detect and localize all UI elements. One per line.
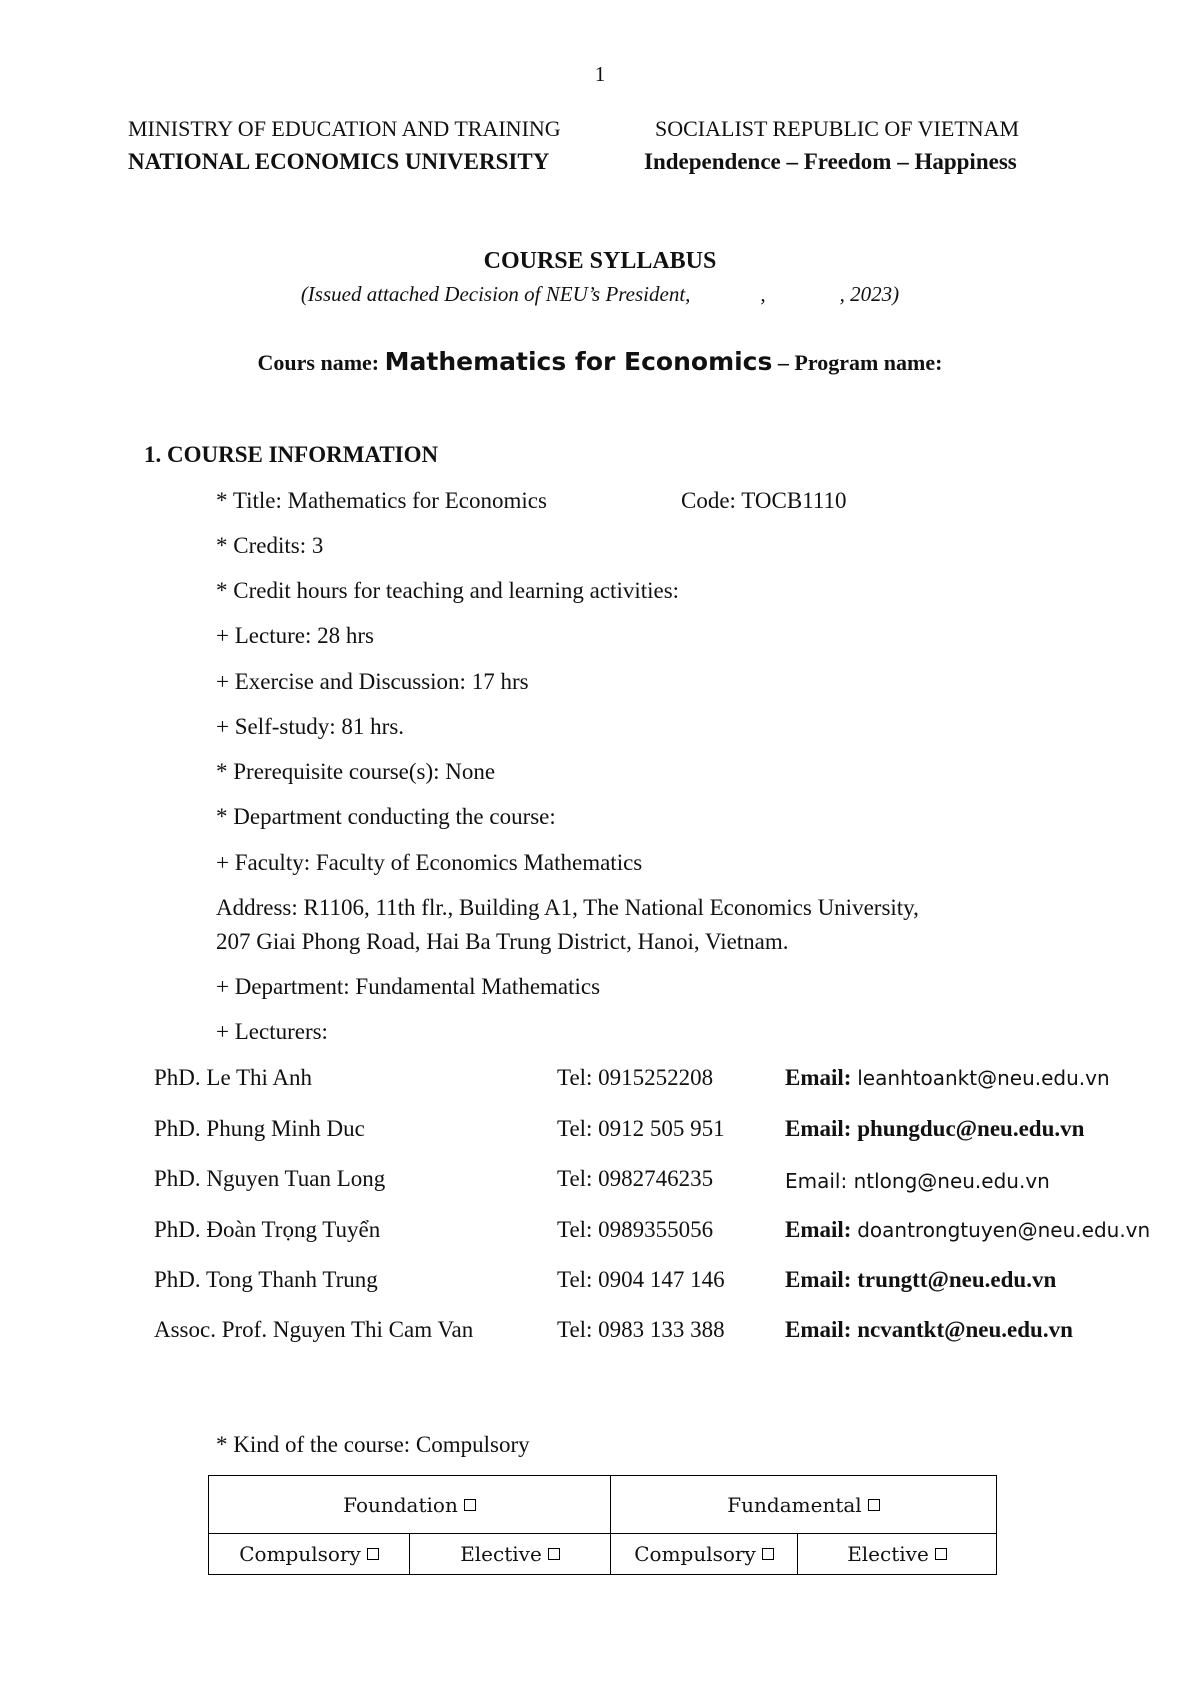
lecturers-label: + Lecturers: xyxy=(216,1019,328,1044)
university-name: NATIONAL ECONOMICS UNIVERSITY xyxy=(128,149,550,174)
foundation-cell xyxy=(209,1476,611,1534)
foundation-checkbox[interactable] xyxy=(464,1499,476,1511)
program-name-label: – Program name: xyxy=(772,350,943,375)
subtitle-part-b: , xyxy=(760,282,766,306)
email-label: Email: xyxy=(785,1217,858,1242)
credits: * Credits: 3 xyxy=(216,533,324,558)
email-label: Email: xyxy=(785,1169,854,1193)
course-code: Code: TOCB1110 xyxy=(681,488,847,513)
foundation-elective-cell xyxy=(410,1534,611,1575)
lecture-hours: + Lecture: 28 hrs xyxy=(216,623,374,648)
foundation-compulsory-cell xyxy=(209,1534,410,1575)
department: + Department: Fundamental Mathematics xyxy=(216,974,601,999)
lecturer-email xyxy=(785,1317,1073,1343)
lecturer-email xyxy=(785,1116,1084,1142)
email-address: ncvantkt@neu.edu.vn xyxy=(857,1317,1073,1342)
prerequisite: * Prerequisite course(s): None xyxy=(216,759,496,784)
document-title: COURSE SYLLABUS xyxy=(483,248,717,274)
department-conducting: * Department conducting the course: xyxy=(216,804,556,829)
email-address: ntlong@neu.edu.vn xyxy=(853,1169,1050,1193)
address-line-1: Address: R1106, 11th flr., Building A1, The National Economics University, xyxy=(216,895,919,920)
elective-label: Elective xyxy=(847,1542,929,1566)
lecturer-tel: Tel: 0983 133 388 xyxy=(557,1317,725,1342)
lecturer-name: Assoc. Prof. Nguyen Thi Cam Van xyxy=(154,1317,474,1342)
elective-label: Elective xyxy=(460,1542,542,1566)
email-address: trungtt@neu.edu.vn xyxy=(857,1267,1057,1292)
course-kind-table xyxy=(208,1475,997,1575)
foundation-compulsory-checkbox[interactable] xyxy=(367,1548,379,1560)
course-title: * Title: Mathematics for Economics xyxy=(216,488,547,513)
email-address: phungduc@neu.edu.vn xyxy=(857,1116,1085,1141)
document-subtitle xyxy=(0,282,1200,307)
lecturer-tel: Tel: 0912 505 951 xyxy=(557,1116,725,1141)
lecturer-name: PhD. Đoàn Trọng Tuyển xyxy=(154,1217,381,1242)
email-label: Email: xyxy=(785,1317,858,1342)
lecturer-tel: Tel: 0915252208 xyxy=(557,1065,714,1090)
fundamental-elective-cell xyxy=(798,1534,997,1575)
kind-of-course: * Kind of the course: Compulsory xyxy=(216,1432,530,1457)
course-name-prefix: Cours name: xyxy=(257,350,385,375)
lecturer-email xyxy=(785,1168,1050,1194)
fundamental-compulsory-checkbox[interactable] xyxy=(762,1548,774,1560)
fundamental-compulsory-cell xyxy=(611,1534,798,1575)
compulsory-label: Compulsory xyxy=(634,1542,756,1566)
foundation-label: Foundation xyxy=(343,1492,458,1517)
section-heading: 1. COURSE INFORMATION xyxy=(144,442,439,467)
faculty: + Faculty: Faculty of Economics Mathematics xyxy=(216,850,643,875)
email-address: leanhtoankt@neu.edu.vn xyxy=(857,1066,1110,1090)
credit-hours-label: * Credit hours for teaching and learning activities: xyxy=(216,578,680,603)
fundamental-cell xyxy=(611,1476,997,1534)
lecturer-tel: Tel: 0904 147 146 xyxy=(557,1267,725,1292)
exercise-hours: + Exercise and Discussion: 17 hrs xyxy=(216,669,529,694)
subtitle-part-a: (Issued attached Decision of NEU’s President, xyxy=(300,282,691,306)
lecturer-email xyxy=(785,1065,1110,1091)
lecturer-name: PhD. Le Thi Anh xyxy=(154,1065,313,1090)
ministry-name: MINISTRY OF EDUCATION AND TRAINING xyxy=(128,116,561,141)
course-name: Mathematics for Economics xyxy=(384,347,773,376)
compulsory-label: Compulsory xyxy=(239,1542,361,1566)
lecturer-name: PhD. Tong Thanh Trung xyxy=(154,1267,378,1292)
course-name-line xyxy=(0,347,1200,376)
national-motto: Independence – Freedom – Happiness xyxy=(644,149,1017,174)
subtitle-part-c: , 2023) xyxy=(839,282,900,306)
lecturer-email xyxy=(785,1267,1056,1293)
lecturer-tel: Tel: 0989355056 xyxy=(557,1217,714,1242)
email-label: Email: xyxy=(785,1116,858,1141)
email-address: doantrongtuyen@neu.edu.vn xyxy=(857,1218,1151,1242)
fundamental-checkbox[interactable] xyxy=(868,1499,880,1511)
fundamental-elective-checkbox[interactable] xyxy=(935,1548,947,1560)
fundamental-label: Fundamental xyxy=(727,1492,862,1517)
address-line-2: 207 Giai Phong Road, Hai Ba Trung District, Hanoi, Vietnam. xyxy=(216,929,789,954)
email-label: Email: xyxy=(785,1065,858,1090)
lecturer-tel: Tel: 0982746235 xyxy=(557,1166,714,1191)
lecturer-name: PhD. Nguyen Tuan Long xyxy=(154,1166,386,1191)
self-study-hours: + Self-study: 81 hrs. xyxy=(216,714,405,739)
email-label: Email: xyxy=(785,1267,858,1292)
foundation-elective-checkbox[interactable] xyxy=(548,1548,560,1560)
lecturer-email xyxy=(785,1217,1150,1243)
lecturer-name: PhD. Phung Minh Duc xyxy=(154,1116,365,1141)
republic-name: SOCIALIST REPUBLIC OF VIETNAM xyxy=(655,116,1020,141)
page-number: 1 xyxy=(594,62,606,86)
